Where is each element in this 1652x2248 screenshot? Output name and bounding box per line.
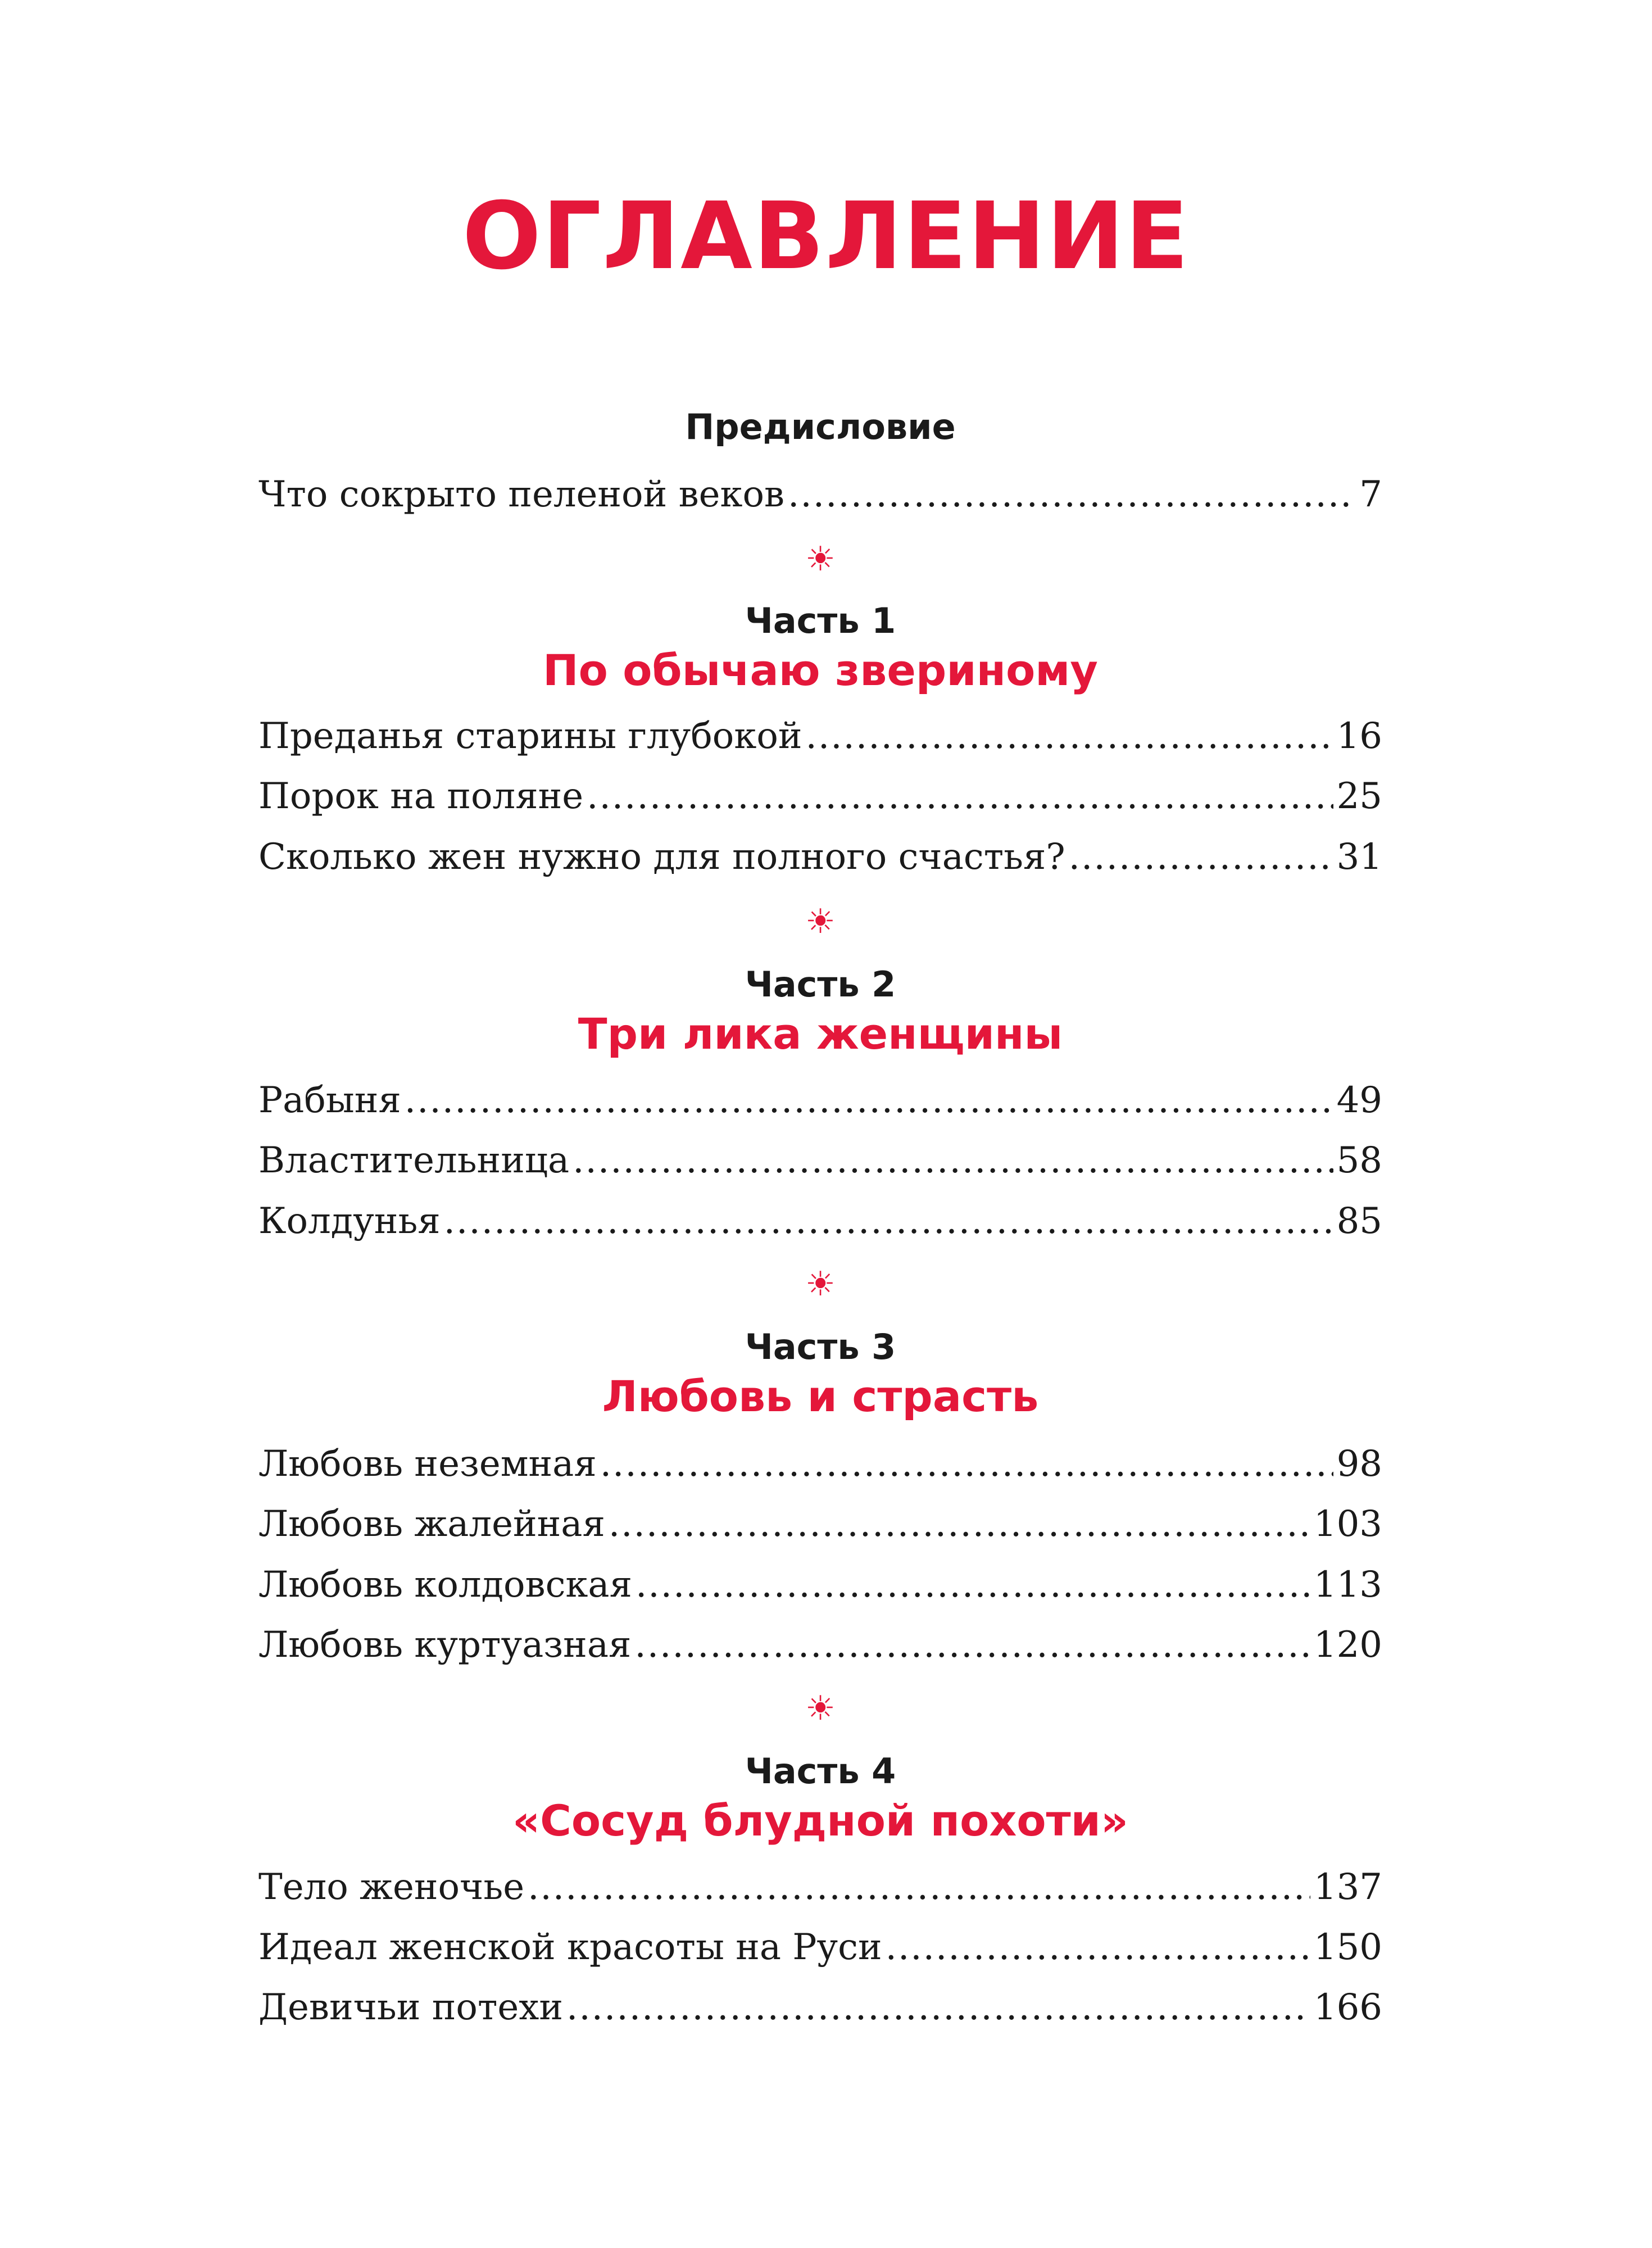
toc-entry-label: Рабыня [258, 1080, 401, 1121]
dot-leader [600, 1439, 1333, 1489]
part-number: Часть 4 [745, 1751, 896, 1792]
toc-entry[interactable] [258, 711, 1382, 762]
sun-ornament-icon: ☀ [805, 1689, 836, 1728]
sun-ornament-icon: ☀ [805, 1265, 836, 1304]
toc-entry-page: 31 [1336, 836, 1382, 878]
toc-entry-label: Любовь колдовская [258, 1564, 632, 1606]
toc-entry-page: 137 [1313, 1866, 1382, 1908]
toc-entry-label: Любовь куртуазная [258, 1624, 632, 1666]
dot-leader [788, 469, 1356, 520]
toc-entry-page: 85 [1336, 1200, 1382, 1242]
dot-leader [636, 1560, 1310, 1610]
toc-entry-label: Преданья старины глубокой [258, 715, 802, 757]
toc-entry[interactable] [258, 1620, 1382, 1670]
toc-entry-label: Тело женочье [258, 1866, 525, 1908]
toc-entry[interactable] [258, 1499, 1382, 1549]
toc-entry-label: Порок на поляне [258, 776, 584, 817]
toc-entry-label: Колдунья [258, 1200, 441, 1242]
sun-ornament-icon: ☀ [805, 540, 836, 579]
toc-entry-label: Идеал женской красоты на Руси [258, 1927, 882, 1968]
toc-entry-page: 58 [1336, 1140, 1382, 1181]
toc-entry-label: Любовь жалейная [258, 1503, 605, 1545]
dot-leader [886, 1922, 1310, 1973]
dot-leader [1069, 832, 1333, 882]
toc-entry-page: 16 [1336, 715, 1382, 757]
dot-leader [806, 711, 1333, 762]
part-number: Часть 1 [745, 600, 896, 641]
toc-entry-page: 103 [1313, 1503, 1382, 1545]
dot-leader [587, 771, 1333, 822]
dot-leader [573, 1135, 1333, 1186]
toc-entry-label: Что сокрыто пеленой веков [258, 474, 785, 515]
toc-entry-label: Любовь неземная [258, 1443, 597, 1485]
toc-entry[interactable] [258, 1075, 1382, 1126]
part-number: Часть 3 [745, 1326, 896, 1367]
toc-entry-page: 25 [1336, 776, 1382, 817]
dot-leader [634, 1620, 1310, 1670]
toc-entry-page: 166 [1313, 1987, 1382, 2028]
toc-entry-page: 49 [1336, 1080, 1382, 1121]
toc-entry-label: Властительница [258, 1140, 570, 1181]
toc-entry[interactable] [258, 832, 1382, 882]
preface-heading: Предисловие [685, 406, 956, 447]
toc-entry[interactable] [258, 1196, 1382, 1247]
dot-leader [566, 1982, 1310, 2033]
toc-entry[interactable] [258, 1862, 1382, 1912]
toc-entry[interactable] [258, 1922, 1382, 1973]
toc-entry-label: Сколько жен нужно для полного счастья? [258, 836, 1065, 878]
toc-entry-page: 7 [1359, 474, 1382, 515]
toc-entry[interactable] [258, 469, 1382, 520]
dot-leader [528, 1862, 1310, 1912]
part-title: Любовь и страсть [602, 1371, 1039, 1421]
toc-entry-page: 113 [1313, 1564, 1382, 1606]
part-title: Три лика женщины [578, 1009, 1063, 1059]
toc-entry[interactable] [258, 1560, 1382, 1610]
dot-leader [609, 1499, 1310, 1549]
toc-entry[interactable] [258, 771, 1382, 822]
dot-leader [405, 1075, 1333, 1126]
toc-entry-label: Девичьи потехи [258, 1987, 563, 2028]
toc-entry-page: 98 [1336, 1443, 1382, 1485]
toc-entry-page: 150 [1313, 1927, 1382, 1968]
toc-entry[interactable] [258, 1439, 1382, 1489]
toc-entry-page: 120 [1313, 1624, 1382, 1666]
part-title: «Сосуд блудной похоти» [512, 1796, 1128, 1846]
part-number: Часть 2 [745, 964, 896, 1005]
dot-leader [444, 1196, 1333, 1247]
toc-entry[interactable] [258, 1982, 1382, 2033]
sun-ornament-icon: ☀ [805, 902, 836, 941]
toc-entry[interactable] [258, 1135, 1382, 1186]
part-title: По обычаю звериному [543, 645, 1098, 695]
page-title: ОГЛАВЛЕНИЕ [462, 182, 1190, 290]
